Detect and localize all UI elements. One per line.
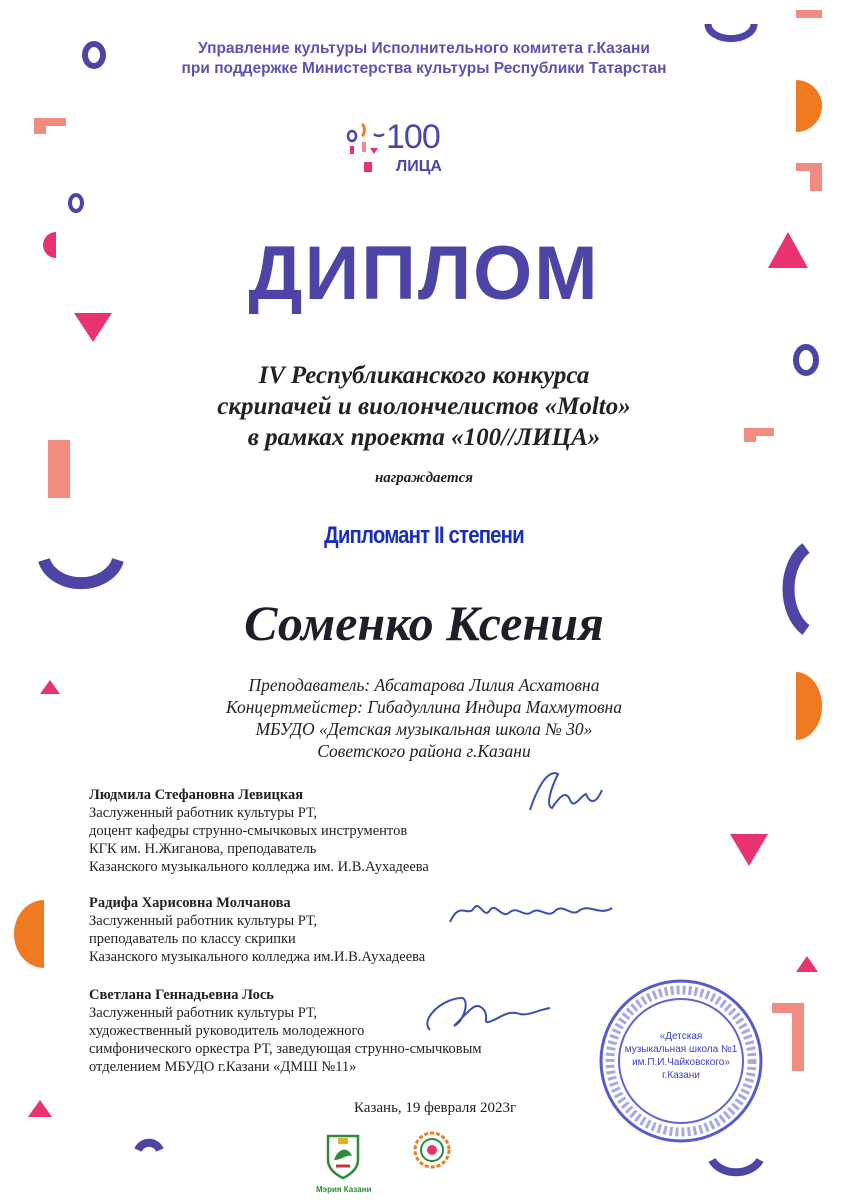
signature-2-icon [440,888,630,938]
jury-title-line: художественный руководитель молодежного [89,1023,365,1039]
jury-title-line: преподаватель по классу скрипки [89,931,296,947]
signature-1-icon [510,760,630,830]
awarded-label: награждается [374,470,474,486]
jury-member-2 [89,894,425,966]
logo-word: ЛИЦА [396,158,442,175]
contest-line-1: IV Республиканского конкурса [258,362,590,389]
recipient-name: Соменко Ксения [244,595,604,651]
jury-title-line: отделением МБУДО г.Казани «ДМШ №11» [89,1059,357,1075]
jury-member-1 [89,786,429,876]
jury-title-line: доцент кафедры струнно-смычковых инструментов [89,823,408,839]
jury-title-line: Казанского музыкального колледжа им. И.В.Аухадеева [89,859,429,875]
district-line: Советского района г.Казани [317,741,531,761]
jury-title-line: Заслуженный работник культуры РТ, [89,805,318,821]
header-line-2: при поддержке Министерства культуры Республики Татарстан [181,60,667,77]
jury-name: Светлана Геннадьевна Лось [89,987,274,1003]
mayor-caption: Мэрия Казани [316,1185,372,1194]
jury-name: Людмила Стефановна Левицкая [89,787,304,803]
contest-line-3: в рамках проекта «100//ЛИЦА» [247,424,601,451]
jury-title-line: КГК им. Н.Жиганова, преподаватель [89,841,317,857]
jury-title-line: симфонического оркестра РТ, заведующая струнно-смычковым [89,1041,482,1057]
teacher-line: Преподаватель: Абсатарова Лилия Асхатовна [248,675,600,695]
teachers-block [0,674,848,762]
logo-mark-icon [344,118,388,178]
jury-title-line: Заслуженный работник культуры РТ, [89,1005,318,1021]
stamp-line: «Детская [659,1031,703,1042]
jury-title-line: Заслуженный работник культуры РТ, [89,913,318,929]
school-line: МБУДО «Детская музыкальная школа № 30» [255,719,593,739]
degree-label: Дипломант II степени [324,522,524,549]
accompanist-line: Концертмейстер: Гибадуллина Индира Махмутовна [226,697,622,717]
contest-description [0,360,848,453]
festival-logo-icon [412,1130,452,1170]
contest-line-2: скрипачей и виолончелистов «Molto» [217,393,631,420]
stamp-line: музыкальная школа №1 [624,1044,738,1055]
coat-of-arms-icon [316,1130,370,1180]
diploma-title: ДИПЛОМ [248,231,600,316]
official-stamp [596,976,766,1146]
stamp-line: им.П.И.Чайковского» [632,1057,730,1068]
jury-title-line: Казанского музыкального колледжа им.И.В.Аухадеева [89,949,426,965]
issue-date: Казань, 19 февраля 2023г [354,1100,517,1116]
mayor-logo [316,1130,370,1196]
logo-number: 100 [386,118,440,156]
jury-name: Радифа Харисовна Молчанова [89,895,291,911]
project-logo-icon [344,118,474,184]
stamp-line: г.Казани [662,1070,700,1081]
header-line-1: Управление культуры Исполнительного комитета г.Казани [198,40,650,57]
signature-3-icon [410,980,560,1050]
